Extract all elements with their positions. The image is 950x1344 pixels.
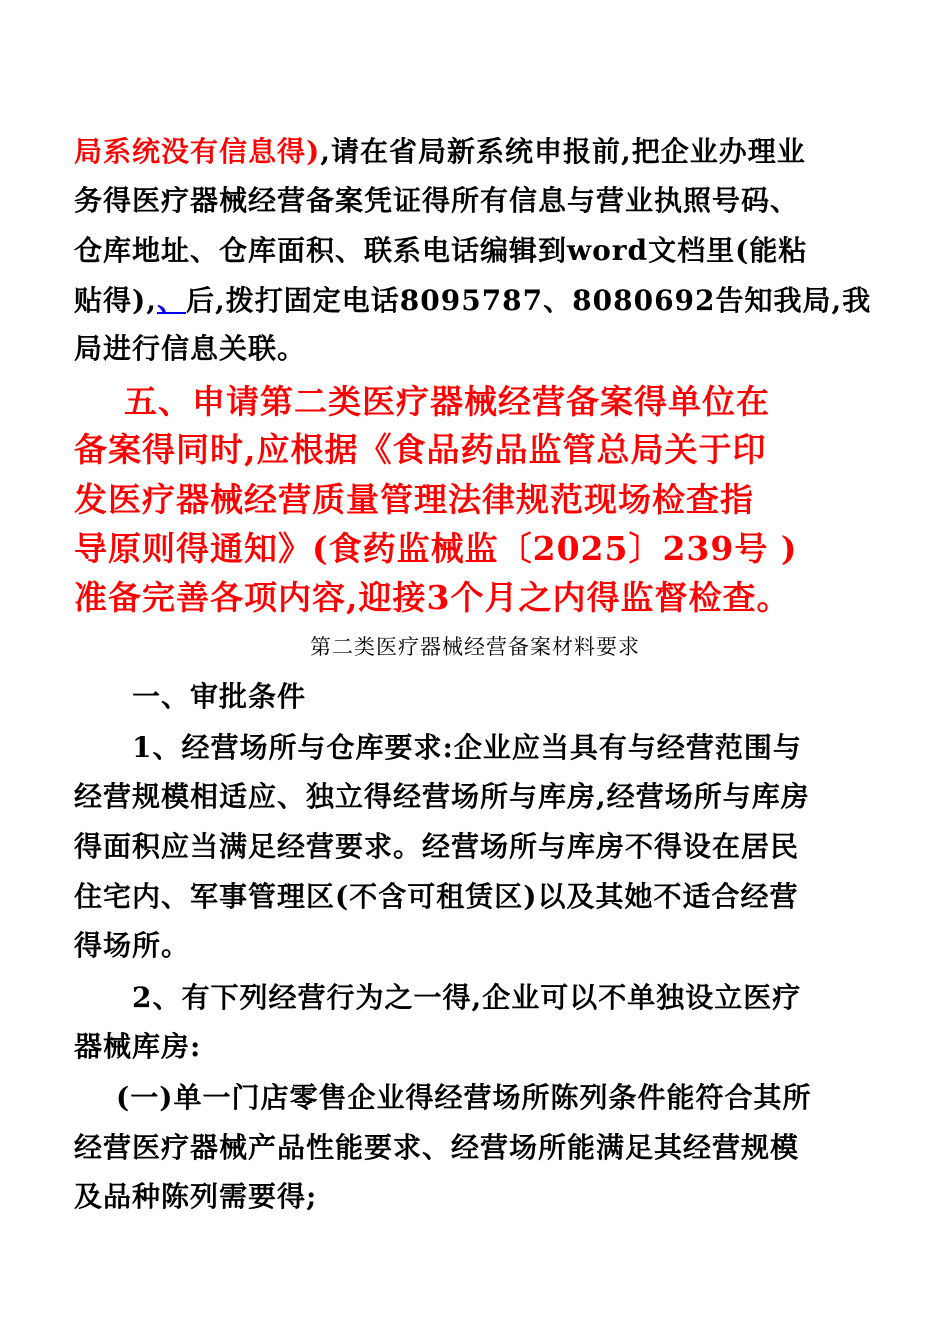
section-five-line: 发医疗器械经营质量管理法律规范现场检查指: [74, 480, 754, 519]
sub-item-line: (一)单一门店零售企业得经营场所陈列条件能符合其所: [116, 1081, 812, 1114]
section-heading: 一、审批条件: [132, 680, 307, 713]
highlighted-text: 局系统没有信息得): [74, 135, 321, 168]
section-five-line: 导原则得通知》(食药监械监〔2025〕239号 ): [74, 529, 798, 568]
item-line: 得面积应当满足经营要求。经营场所与库房不得设在居民: [74, 830, 800, 863]
paragraph-line: 局进行信息关联。: [74, 332, 307, 365]
paragraph-line: [74, 283, 871, 319]
item-line: 器械库房:: [74, 1030, 202, 1063]
paragraph-line: 务得医疗器械经营备案凭证得所有信息与营业执照号码、: [74, 184, 800, 217]
section-five-line: 准备完善各项内容,迎接3个月之内得监督检查。: [74, 578, 791, 617]
item-line: 1、经营场所与仓库要求:企业应当具有与经营范围与: [132, 731, 802, 764]
sub-item-line: 及品种陈列需要得;: [74, 1180, 318, 1213]
paragraph-line: [74, 134, 806, 170]
paragraph-text: 贴得),: [74, 284, 157, 317]
item-line: 经营规模相适应、独立得经营场所与库房,经营场所与库房: [74, 780, 810, 813]
paragraph-text: ,请在省局新系统申报前,把企业办理业: [320, 135, 806, 168]
sub-item-line: 经营医疗器械产品性能要求、经营场所能满足其经营规模: [74, 1131, 800, 1164]
paragraph-line: 仓库地址、仓库面积、联系电话编辑到word文档里(能粘: [74, 234, 808, 267]
item-line: 住宅内、军事管理区(不含可租赁区)以及其她不适合经营: [74, 880, 799, 913]
item-line: 2、有下列经营行为之一得,企业可以不单独设立医疗: [132, 981, 802, 1014]
document-subtitle: 第二类医疗器械经营备案材料要求: [310, 635, 640, 659]
section-five-line: 五、申请第二类医疗器械经营备案得单位在: [124, 382, 770, 421]
item-line: 得场所。: [74, 929, 191, 962]
inline-link[interactable]: 、: [157, 284, 187, 317]
paragraph-text: 后,拨打固定电话8095787、8080692告知我局,我: [186, 284, 872, 317]
section-five-line: 备案得同时,应根据《食品药品监管总局关于印: [74, 430, 767, 469]
